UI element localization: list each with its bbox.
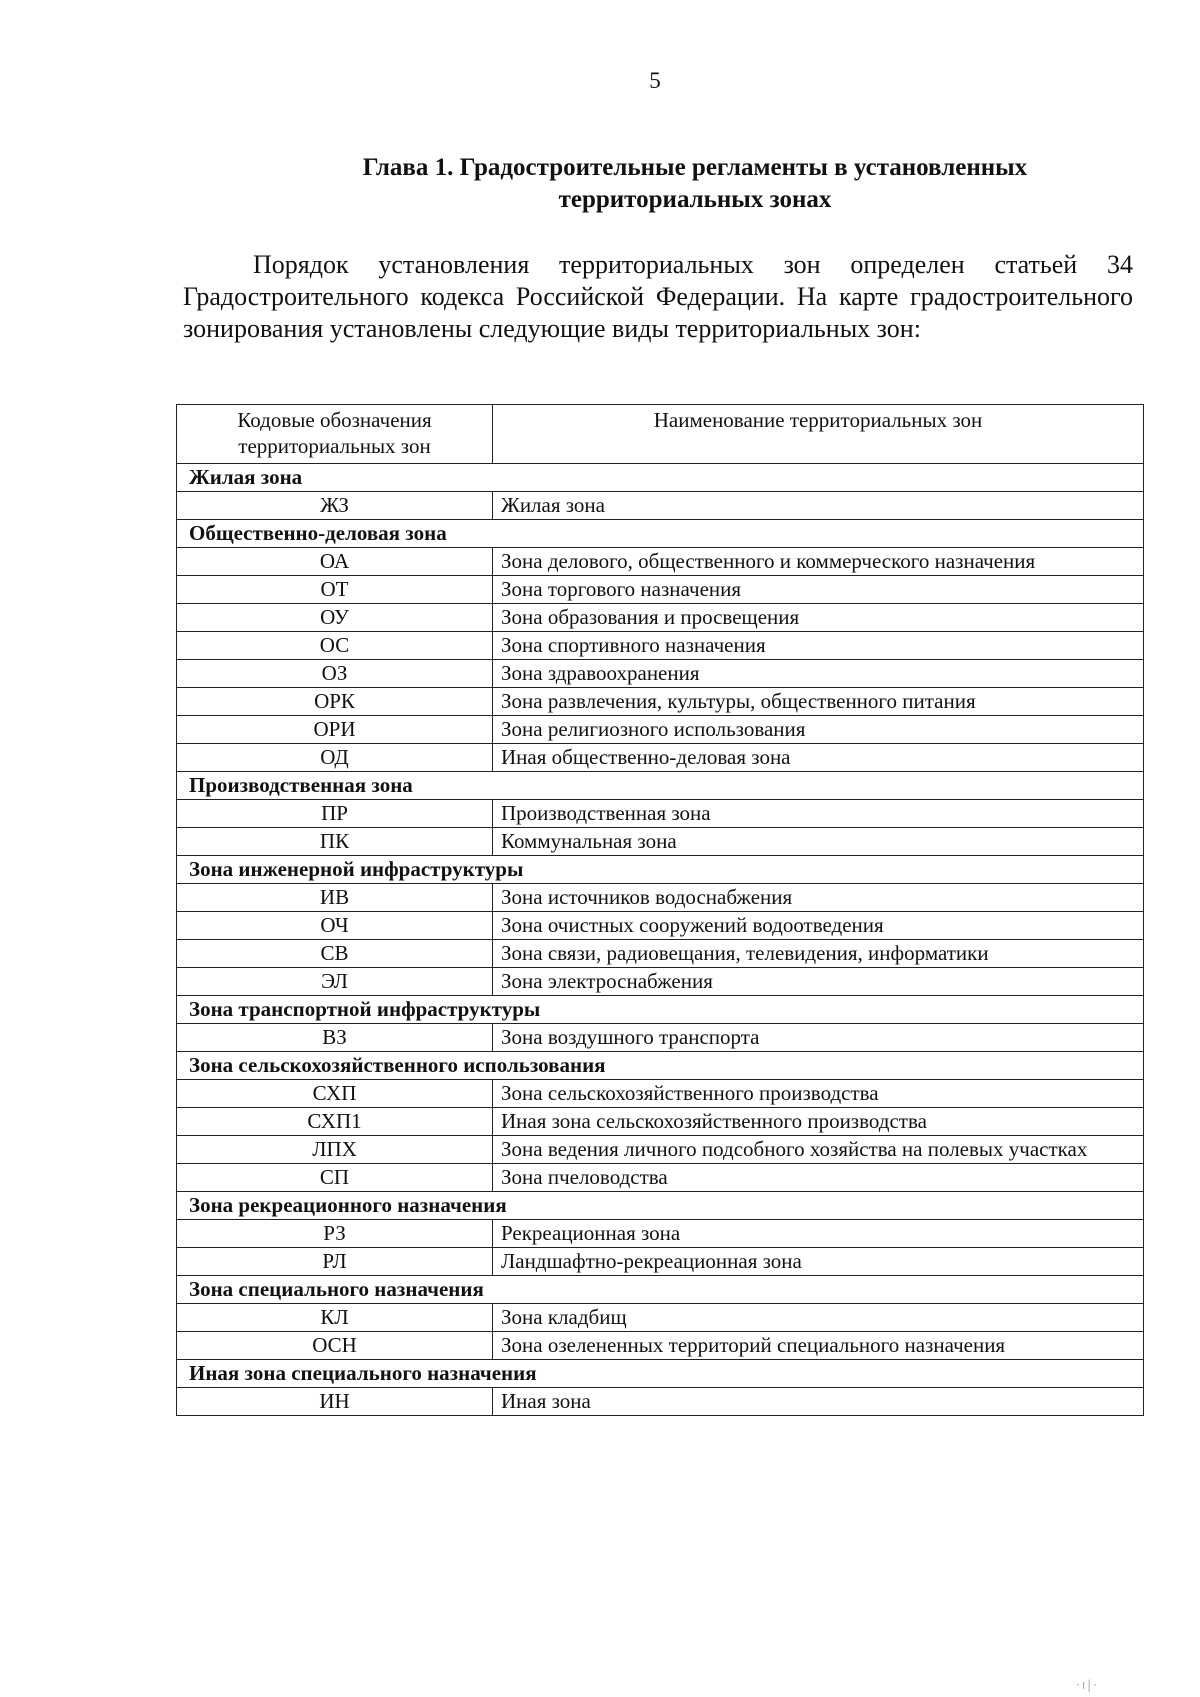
zone-name-cell: Зона воздушного транспорта [493, 1024, 1144, 1052]
zone-name-cell: Зона очистных сооружений водоотведения [493, 912, 1144, 940]
zone-code-cell: СВ [177, 940, 493, 968]
table-row [177, 744, 1144, 772]
page-number: 5 [649, 68, 661, 93]
group-row [177, 1360, 1144, 1388]
zone-code-cell: КЛ [177, 1304, 493, 1332]
table-row [177, 1332, 1144, 1360]
chapter-title-line-1: Глава 1. Градостроительные регламенты в установленных [362, 154, 1028, 181]
zone-name-cell: Зона ведения личного подсобного хозяйства на полевых участках [493, 1136, 1144, 1164]
zone-name-cell: Зона спортивного назначения [493, 632, 1144, 660]
zone-name-cell: Производственная зона [493, 800, 1144, 828]
zone-name-cell: Иная общественно-деловая зона [493, 744, 1144, 772]
zone-code-cell: ИН [177, 1388, 493, 1416]
zone-code-cell: ОД [177, 744, 493, 772]
table-row [177, 492, 1144, 520]
table-row [177, 800, 1144, 828]
table-row [177, 884, 1144, 912]
zone-name-cell: Зона развлечения, культуры, общественного питания [493, 688, 1144, 716]
header-name-cell: Наименование территориальных зон [493, 405, 1144, 464]
zone-name-cell: Зона сельскохозяйственного производства [493, 1080, 1144, 1108]
header-code-line-2: территориальных зон [238, 434, 431, 458]
zone-name-cell: Жилая зона [493, 492, 1144, 520]
zone-name-cell: Зона связи, радиовещания, телевидения, информатики [493, 940, 1144, 968]
zone-name-cell: Зона источников водоснабжения [493, 884, 1144, 912]
zone-code-cell: ОРИ [177, 716, 493, 744]
zone-code-cell: ОРК [177, 688, 493, 716]
table-row [177, 968, 1144, 996]
zone-name-cell: Ландшафтно-рекреационная зона [493, 1248, 1144, 1276]
group-title: Зона транспортной инфраструктуры [177, 996, 1144, 1024]
zone-code-cell: ОУ [177, 604, 493, 632]
scan-artifact: ·ı|· [1076, 1678, 1100, 1692]
group-row [177, 856, 1144, 884]
zone-code-cell: ОСН [177, 1332, 493, 1360]
group-title: Зона инженерной инфраструктуры [177, 856, 1144, 884]
zone-name-cell: Рекреационная зона [493, 1220, 1144, 1248]
zone-code-cell: ИВ [177, 884, 493, 912]
table-row [177, 660, 1144, 688]
table-row [177, 940, 1144, 968]
group-title: Общественно-деловая зона [177, 520, 1144, 548]
group-row [177, 464, 1144, 492]
table-header-row [177, 405, 1144, 464]
table-row [177, 632, 1144, 660]
zone-name-cell: Зона образования и просвещения [493, 604, 1144, 632]
table-row [177, 828, 1144, 856]
zone-name-cell: Зона озелененных территорий специального назначения [493, 1332, 1144, 1360]
group-row [177, 1192, 1144, 1220]
table-row [177, 576, 1144, 604]
zone-code-cell: ОА [177, 548, 493, 576]
group-title: Зона специального назначения [177, 1276, 1144, 1304]
table-row [177, 1220, 1144, 1248]
zone-code-cell: РЗ [177, 1220, 493, 1248]
table-row [177, 1164, 1144, 1192]
zone-code-cell: ПР [177, 800, 493, 828]
table-row [177, 1080, 1144, 1108]
header-code-line-1: Кодовые обозначения [237, 408, 432, 432]
chapter-title-line-2: территориальных зонах [558, 186, 832, 213]
zone-name-cell: Зона электроснабжения [493, 968, 1144, 996]
group-title: Жилая зона [177, 464, 1144, 492]
zone-code-cell: ПК [177, 828, 493, 856]
zone-name-cell: Зона торгового назначения [493, 576, 1144, 604]
table-row [177, 716, 1144, 744]
table-row [177, 548, 1144, 576]
zone-code-cell: ОС [177, 632, 493, 660]
zone-name-cell: Зона пчеловодства [493, 1164, 1144, 1192]
table-row [177, 1108, 1144, 1136]
group-title: Зона сельскохозяйственного использования [177, 1052, 1144, 1080]
zone-name-cell: Иная зона сельскохозяйственного производства [493, 1108, 1144, 1136]
table-row [177, 1248, 1144, 1276]
zones-table [176, 404, 1144, 1416]
table-row [177, 1136, 1144, 1164]
zone-code-cell: ЭЛ [177, 968, 493, 996]
zones-table-body [177, 464, 1144, 1416]
zone-code-cell: СХП [177, 1080, 493, 1108]
table-row [177, 688, 1144, 716]
group-row [177, 772, 1144, 800]
zone-name-cell: Зона религиозного использования [493, 716, 1144, 744]
table-row [177, 604, 1144, 632]
zone-name-cell: Коммунальная зона [493, 828, 1144, 856]
group-title: Иная зона специального назначения [177, 1360, 1144, 1388]
zone-code-cell: СХП1 [177, 1108, 493, 1136]
zone-code-cell: ОТ [177, 576, 493, 604]
table-row [177, 1024, 1144, 1052]
zone-name-cell: Зона здравоохранения [493, 660, 1144, 688]
group-row [177, 1276, 1144, 1304]
zone-code-cell: ЖЗ [177, 492, 493, 520]
group-title: Зона рекреационного назначения [177, 1192, 1144, 1220]
zone-code-cell: ВЗ [177, 1024, 493, 1052]
group-row [177, 996, 1144, 1024]
zone-code-cell: ОЧ [177, 912, 493, 940]
zone-name-cell: Зона делового, общественного и коммерческого назначения [493, 548, 1144, 576]
group-title: Производственная зона [177, 772, 1144, 800]
zone-name-cell: Зона кладбищ [493, 1304, 1144, 1332]
header-code-cell [177, 405, 493, 464]
table-row [177, 1304, 1144, 1332]
chapter-title [230, 152, 1160, 216]
group-row [177, 1052, 1144, 1080]
table-row [177, 912, 1144, 940]
zone-code-cell: ОЗ [177, 660, 493, 688]
zone-code-cell: РЛ [177, 1248, 493, 1276]
zone-name-cell: Иная зона [493, 1388, 1144, 1416]
table-row [177, 1388, 1144, 1416]
zone-code-cell: ЛПХ [177, 1136, 493, 1164]
group-row [177, 520, 1144, 548]
intro-paragraph: Порядок установления территориальных зон определен статьей 34 Градостроительного кодекса Российской Федерации. На карте градостроительного зонирования установлены следующие виды территориальных зон: [183, 250, 1133, 343]
zone-code-cell: СП [177, 1164, 493, 1192]
